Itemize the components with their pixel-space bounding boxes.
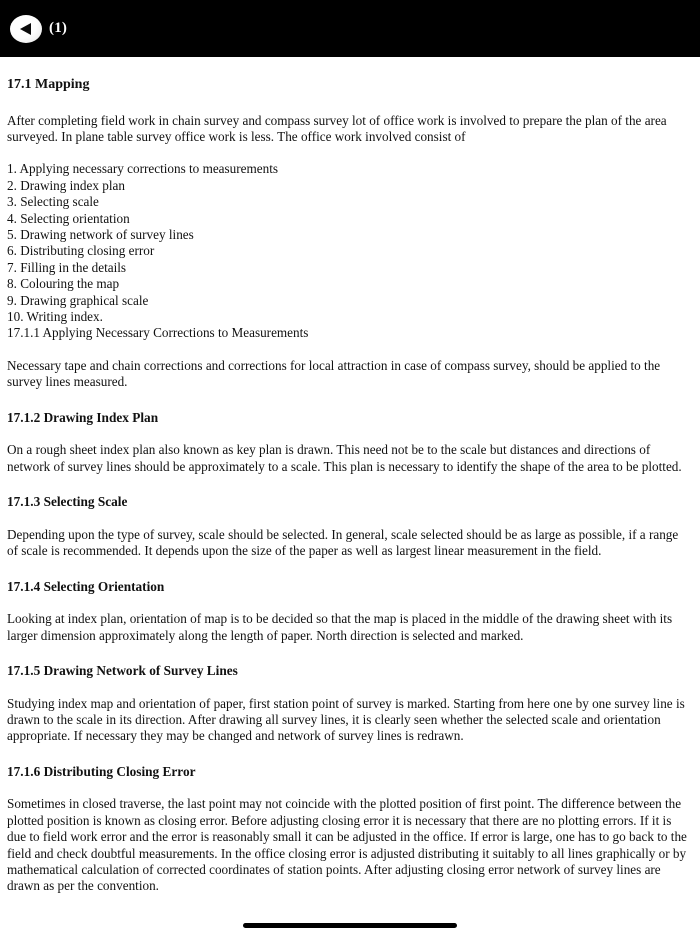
- spacer: [7, 426, 692, 442]
- list-item: 5. Drawing network of survey lines: [7, 226, 194, 242]
- list-item: 9. Drawing graphical scale: [7, 292, 149, 308]
- list-item: 1. Applying necessary corrections to measurements: [7, 161, 278, 177]
- section-heading-17-1-3: 17.1.3 Selecting Scale: [7, 494, 128, 510]
- spacer: [7, 595, 692, 611]
- list-item: 4. Selecting orientation: [7, 210, 130, 226]
- section-body-17-1-4: Looking at index plan, orientation of map is to be decided so that the map is placed in the middle of the drawing sheet with its larger dimension approximately along the length of paper. North direction is selected and marked.: [7, 611, 673, 643]
- section-heading-17-1-1: 17.1.1 Applying Necessary Corrections to Measurements: [7, 325, 309, 341]
- back-button[interactable]: [10, 15, 42, 43]
- spacer: [7, 511, 692, 527]
- spacer: [7, 94, 692, 113]
- spacer: [7, 145, 692, 161]
- mapping-steps-list: [7, 161, 692, 325]
- spacer: [7, 391, 692, 410]
- section-heading-17-1-4: 17.1.4 Selecting Orientation: [7, 578, 165, 594]
- spacer: [7, 475, 692, 494]
- spacer: [7, 560, 692, 579]
- intro-paragraph: After completing field work in chain survey and compass survey lot of office work is involved to prepare the plan of the area surveyed. In plane table survey office work is less. The office work involved consist of: [7, 112, 667, 144]
- spacer: [7, 780, 692, 796]
- spacer: [7, 745, 692, 764]
- section-body-17-1-2: On a rough sheet index plan also known as key plan is drawn. This need not be to the scale but distances and directions of network of survey lines should be approximately to a scale. This plan is necessary to identify the shape of the area to be plotted.: [7, 442, 682, 474]
- list-item: 7. Filling in the details: [7, 259, 127, 275]
- top-navigation-bar: [0, 0, 700, 57]
- spacer: [7, 644, 692, 663]
- list-item: 2. Drawing index plan: [7, 177, 125, 193]
- list-item: 8. Colouring the map: [7, 276, 120, 292]
- list-item: 3. Selecting scale: [7, 194, 99, 210]
- section-body-17-1-1: Necessary tape and chain corrections and corrections for local attraction in case of compass survey, should be applied to the survey lines measured.: [7, 357, 661, 390]
- spacer: [7, 342, 692, 358]
- back-arrow-icon: [20, 23, 31, 35]
- home-indicator: [243, 923, 457, 928]
- page-counter-label: (1): [49, 20, 68, 36]
- section-body-17-1-3: Depending upon the type of survey, scale should be selected. In general, scale selected should be as large as possible, if a range of scale is recommended. It depends upon the size of the paper as well as largest linear measurement in the field.: [7, 526, 679, 559]
- document-content[interactable]: [0, 57, 700, 934]
- section-heading-17-1-6: 17.1.6 Distributing Closing Error: [7, 763, 196, 779]
- list-item: 6. Distributing closing error: [7, 243, 155, 259]
- spacer: [7, 680, 692, 696]
- page-title: 17.1 Mapping: [7, 77, 90, 92]
- section-body-17-1-6: Sometimes in closed traverse, the last point may not coincide with the plotted position of first point. The difference between the plotted position is known as closing error. Before adjusting closing error it is necessary that there are no plotting errors. If it is due to field work error and the error is reasonably small it can be adjusted in the office. If error is large, one has to go back to the field and check doubtful measurements. In the office closing error is adjusted distributing it suitably to all lines graphically or by mathematical calculation of corrected coordinates of station points. After adjusting closing error network of survey lines are drawn as per the convention.: [7, 796, 687, 894]
- section-body-17-1-5: Studying index map and orientation of paper, first station point of survey is marked. Starting from here one by one survey line is drawn to the scale in its direction. After drawing all survey lines, it is clearly seen whether the selected scale and orientation appropriate. If necessary they may be changed and network of survey lines is redrawn.: [7, 695, 685, 744]
- list-item: 10. Writing index.: [7, 308, 103, 324]
- section-heading-17-1-5: 17.1.5 Drawing Network of Survey Lines: [7, 662, 238, 678]
- section-heading-17-1-2: 17.1.2 Drawing Index Plan: [7, 409, 159, 425]
